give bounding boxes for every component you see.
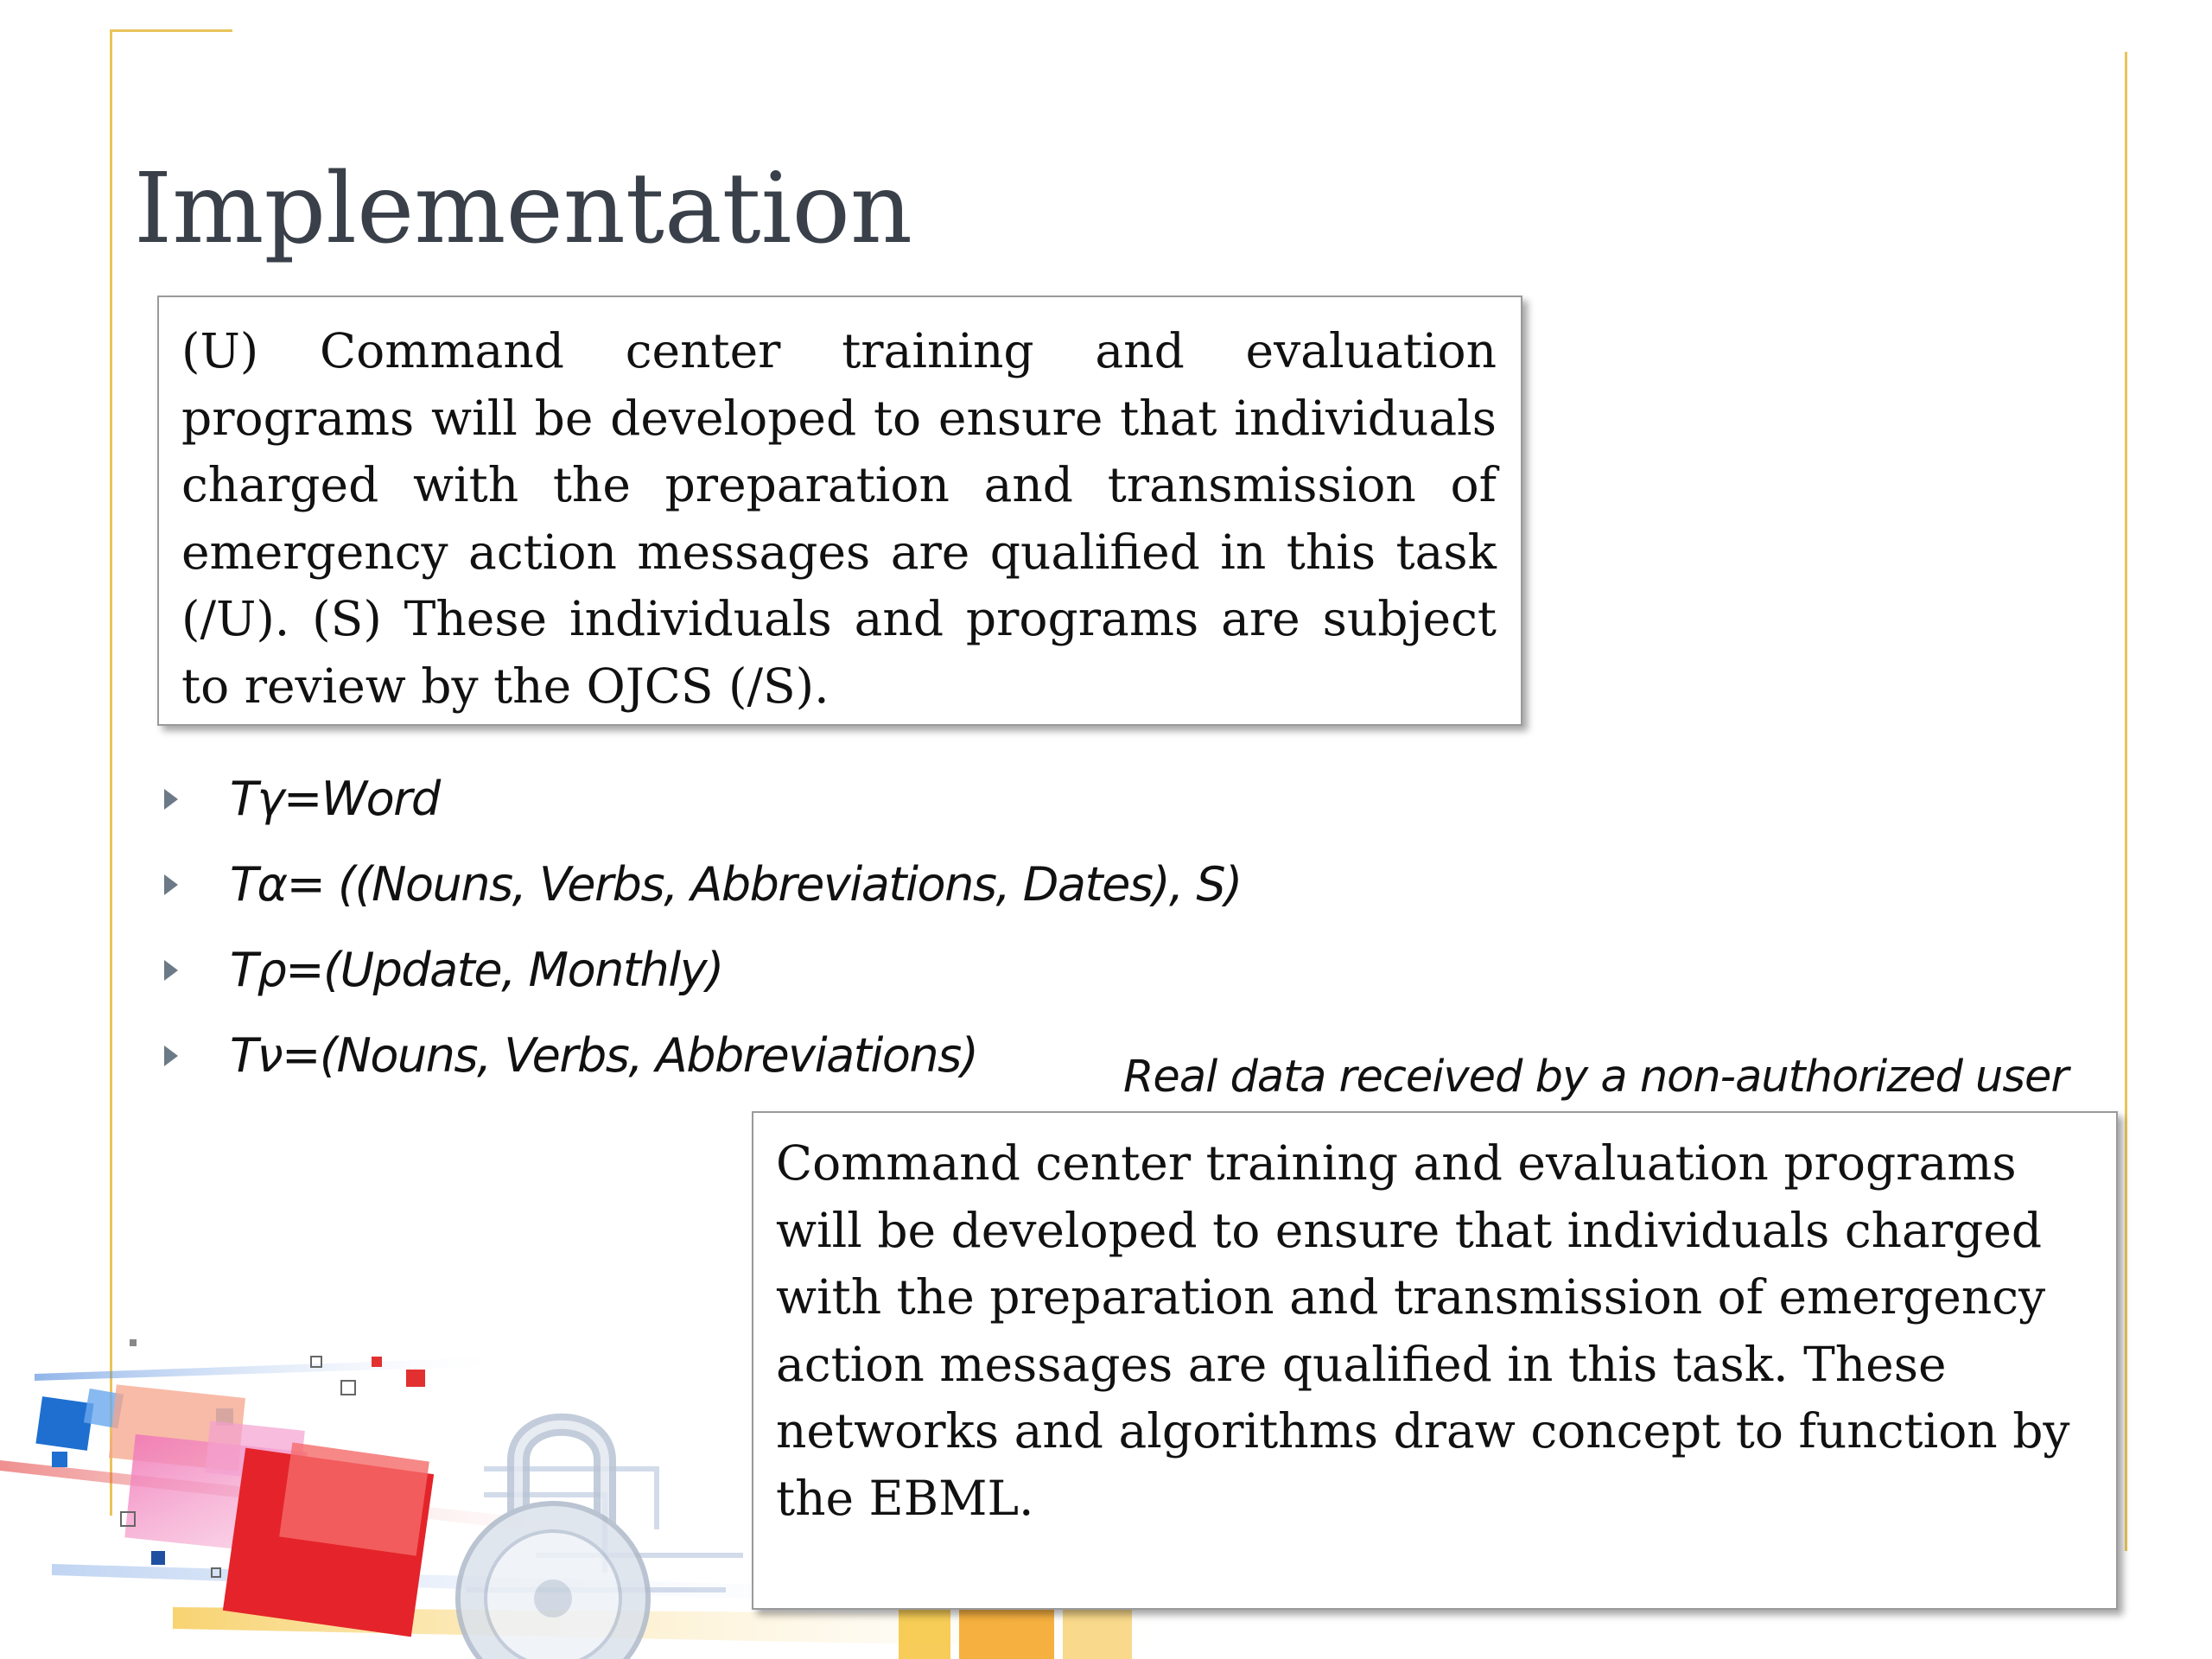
frame-top-line (110, 29, 232, 32)
received-text-box (752, 1111, 2118, 1610)
bullet-triangle-icon (164, 1046, 178, 1066)
bullet-text: Tν=(Nouns, Verbs, Abbreviations) (230, 1028, 978, 1083)
bullet-text: Tα= ((Nouns, Verbs, Abbreviations, Dates), S) (230, 857, 1242, 912)
classified-text: (U) Command center training and evaluation programs will be developed to ensure that individuals charged with the preparation and transmission of emergency action messages are qualified in this task (/U). (S) These individuals and programs are subject to review by the OJCS (/S). (181, 323, 1497, 714)
bullet-item (164, 1013, 1242, 1098)
classified-text-box (157, 296, 1522, 726)
bullet-triangle-icon (164, 789, 178, 810)
slide-title: Implementation (134, 153, 913, 265)
bullet-item (164, 842, 1242, 927)
padlock-icon (458, 1425, 648, 1659)
bullet-item (164, 756, 1242, 842)
frame-left-line (110, 29, 112, 1516)
bullet-triangle-icon (164, 960, 178, 981)
received-text: Command center training and evaluation programs will be developed to ensure that individuals charged with the preparation and transmission of emergency action messages are qualified in this task. These networks and algorithms draw concept to function by the EBML. (776, 1135, 2070, 1526)
bullet-item (164, 927, 1242, 1013)
bullet-triangle-icon (164, 874, 178, 895)
bullet-text: Tγ=Word (230, 772, 440, 826)
received-caption: Real data received by a non-authorized user (1123, 1052, 2069, 1103)
frame-right-line (2125, 52, 2127, 1551)
bullet-list (164, 756, 1242, 1098)
bullet-text: Tρ=(Update, Monthly) (230, 943, 723, 997)
